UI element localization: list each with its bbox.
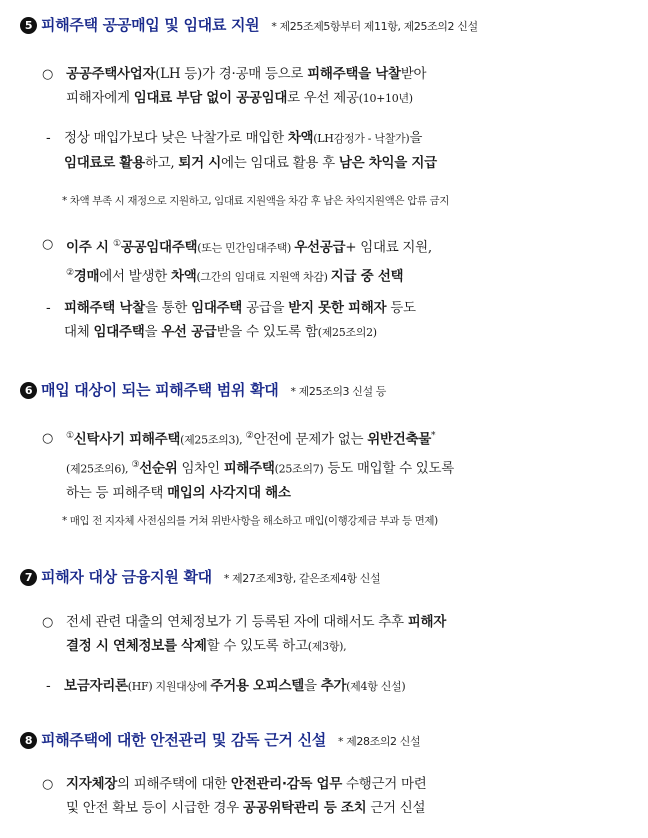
text-bold: 임대료로 활용 [64, 155, 145, 171]
superscript: * [430, 431, 436, 441]
text-bold: 매입의 사각지대 해소 [167, 485, 291, 501]
paragraph [66, 772, 426, 820]
text-bold: 경매 [73, 268, 100, 284]
text-bold: 신탁사기 피해주택 [73, 431, 181, 448]
text: 하는 등 피해주택 [66, 485, 168, 501]
section-title: 피해주택 공공매입 및 임대료 지원 [41, 16, 260, 34]
text: 에는 임대료 활용 후 [220, 155, 339, 171]
text: 등도 매입할 수 있도록 [323, 460, 455, 476]
text: 피해자에게 [66, 90, 134, 106]
text: 임차인 [177, 460, 224, 476]
section-number-badge: 7 [20, 569, 37, 586]
circle-bullet-icon: ○ [42, 67, 54, 82]
text: (10+10년) [358, 92, 413, 105]
text: (HF) 지원대상에 [127, 680, 211, 693]
text: (LH 등)가 경·공매 등으로 [155, 66, 308, 82]
text: 등도 [386, 300, 416, 316]
text-bold: 공공위탁관리 등 조치 [242, 800, 367, 816]
circle-bullet-icon: ○ [42, 237, 54, 252]
paragraph [64, 126, 437, 175]
text-bold: 우선공급 [294, 239, 346, 256]
text-bold: 선순위 [139, 460, 178, 476]
text-bold: 임대료 부담 없이 공공임대 [133, 90, 288, 106]
text-bold: 안전관리·감독 업무 [230, 776, 343, 792]
text: 을 통한 [144, 300, 192, 316]
text: (제25조의2) [317, 326, 377, 339]
paragraph [66, 610, 446, 659]
section-7-heading [20, 566, 380, 587]
text: + 임대료 지원, [345, 239, 432, 256]
text: (제25조의3), [180, 433, 246, 447]
paragraph [64, 674, 405, 699]
text: (제25조의6), [66, 462, 132, 475]
superscript: ② [66, 267, 74, 278]
superscript: ① [66, 431, 74, 441]
text: 대체 [64, 324, 94, 340]
section-number-badge: 5 [20, 17, 37, 34]
text-bold: 차액 [170, 268, 197, 284]
text: 로 우선 제공 [287, 90, 359, 106]
text-bold: 이주 시 [66, 239, 114, 256]
text-bold: 피해주택 [223, 460, 275, 476]
circle-bullet-icon: ○ [42, 777, 54, 792]
text: 정상 매입가보다 낮은 낙찰가로 매입한 [64, 130, 288, 146]
section-note: * 제28조의2 신설 [337, 735, 421, 748]
dash-bullet-icon: - [46, 679, 51, 694]
dash-bullet-icon: - [46, 131, 51, 146]
text-bold: 피해주택 낙찰 [64, 300, 145, 316]
paragraph [66, 424, 454, 505]
text-bold: 추가 [320, 678, 347, 694]
text: 할 수 있도록 하고 [206, 638, 308, 654]
text: 받을 수 있도록 함 [216, 324, 318, 340]
section-5-heading [20, 14, 478, 35]
text: 근거 신설 [366, 800, 426, 816]
text-bold: 공공임대주택 [120, 239, 198, 256]
text-bold: 보금자리론 [64, 678, 128, 694]
section-note: * 제25조의3 신설 등 [290, 385, 387, 398]
text-bold: 남은 차익을 지급 [338, 155, 437, 171]
text: 전세 관련 대출의 연체정보가 기 등록된 자에 대해서도 추후 [66, 614, 408, 630]
section-6-heading [20, 379, 386, 400]
section-title: 피해자 대상 금융지원 확대 [41, 568, 212, 586]
text-bold: 임대주택 [191, 300, 243, 316]
superscript: ① [113, 239, 121, 249]
text: (LH감정가 - 낙찰가) [313, 132, 410, 145]
paragraph [66, 62, 426, 111]
section-note: * 제25조제5항부터 제11항, 제25조의2 신설 [271, 20, 478, 33]
text-bold: 우선 공급 [161, 324, 217, 340]
text: 공급을 [242, 300, 289, 316]
text: (그간의 임대료 지원액 차감) [196, 270, 331, 283]
text: (25조의7) [274, 462, 324, 475]
section-title: 피해주택에 대한 안전관리 및 감독 근거 신설 [41, 731, 326, 749]
text: 하고, [144, 155, 179, 171]
text: (또는 민간임대주택) [197, 241, 295, 255]
paragraph [66, 232, 432, 289]
paragraph [64, 296, 416, 345]
text-bold: 퇴거 시 [178, 155, 221, 171]
text: 수행근거 마련 [342, 776, 427, 792]
text: (제4항 신설) [346, 680, 406, 693]
text-bold: 차액 [287, 130, 314, 146]
circle-bullet-icon: ○ [42, 615, 54, 630]
text: 의 피해주택에 대한 [116, 776, 231, 792]
text: 안전에 문제가 없는 [253, 431, 368, 448]
section-number-badge: 8 [20, 732, 37, 749]
section-number-badge: 6 [20, 382, 37, 399]
text: 에서 발생한 [99, 268, 171, 284]
text-bold: 주거용 오피스텔 [210, 678, 304, 694]
text-bold: 임대주택 [93, 324, 145, 340]
footnote: * 매입 전 지자체 사전심의를 거쳐 위반사항을 해소하고 매입(이행강제금 부과 등 면제) [62, 515, 438, 527]
text: 및 안전 확보 등이 시급한 경우 [66, 800, 243, 816]
dash-bullet-icon: - [46, 301, 51, 316]
text-bold: 지급 중 선택 [330, 268, 404, 284]
text-bold: 받지 못한 피해자 [288, 300, 387, 316]
text-bold: 피해자 [407, 614, 446, 630]
superscript: ③ [131, 459, 140, 470]
section-title: 매입 대상이 되는 피해주택 범위 확대 [41, 381, 279, 399]
section-8-heading [20, 729, 420, 750]
superscript: ② [245, 431, 254, 441]
text-bold: 공공주택사업자 [66, 66, 156, 82]
circle-bullet-icon: ○ [42, 431, 54, 446]
text-bold: 결정 시 연체정보를 삭제 [66, 638, 207, 654]
text: 을 [409, 130, 423, 146]
text-bold: 피해주택을 낙찰 [307, 66, 401, 82]
text-bold: 위반건축물 [367, 431, 431, 448]
text: 을 [303, 678, 321, 694]
text: 받아 [400, 66, 427, 82]
section-note: * 제27조제3항, 같은조제4항 신설 [223, 572, 381, 585]
text-bold: 지자체장 [66, 776, 117, 792]
text: (제3항), [307, 640, 347, 653]
footnote: * 차액 부족 시 재정으로 지원하고, 임대료 지원액을 차감 후 남은 차익지원액은 압류 금지 [62, 195, 449, 207]
text: 을 [144, 324, 162, 340]
